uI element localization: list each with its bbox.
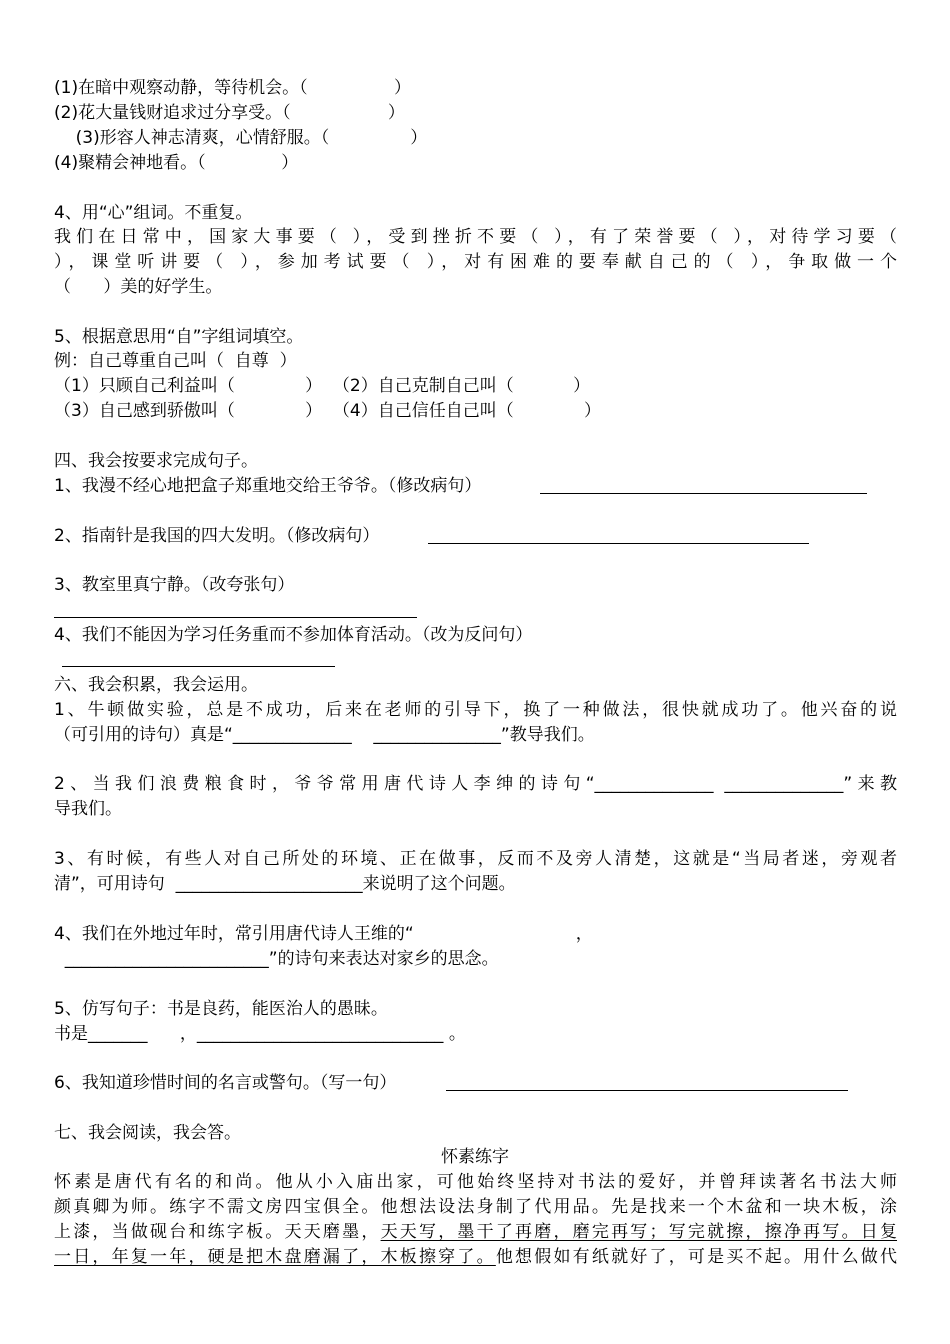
sec6-q3-line-2: 清”，可用诗句 ______________________来说明了这个问题。 [54,874,516,894]
story-line-4 [54,1245,897,1269]
section-4-title: 四、我会按要求完成句子。 [54,451,258,471]
q5-title: 5、根据意思用“自”字组词填空。 [54,327,304,347]
section-7-title: 七、我会阅读，我会答。 [54,1123,241,1143]
sec4-sentence-3: 3、教室里真宁静。（改夸张句） [54,575,295,595]
story-line-4-underlined: 一日，年复一年，硬是把木盘磨漏了，木板擦穿了。 [54,1247,496,1267]
answer-line-3[interactable] [54,617,417,618]
sec6-q1-line-2: （可引用的诗句）真是“______________ _______________”教导我们。 [54,725,595,745]
q4-title: 4、用“心”组词。不重复。 [54,203,253,223]
sec6-q5-line-2: 书是_______ ，_____________________________ 。 [54,1024,466,1044]
answer-line-4[interactable] [62,666,335,667]
section-6-title: 六、我会积累，我会运用。 [54,675,258,695]
story-line-2: 颜真卿为师。练字不需文房四宝俱全。他想法设法身制了代用品。先是找来一个木盆和一块木板，涂 [54,1197,897,1217]
answer-line-1[interactable] [540,493,867,494]
q3-item-4: (4)聚精会神地看。（ ） [54,153,299,173]
q4-line-2: ），课堂听讲要（ ），参加考试要（ ），对有困难的要奉献自己的（ ），争取做一个 [54,252,897,272]
q5-row-2: （3）自己感到骄傲叫（ ） （4）自己信任自己叫（ ） [54,401,601,421]
sec6-q2-line-2: 导我们。 [54,799,122,819]
q4-line-3: （ ）美的好学生。 [54,277,223,297]
answer-line-2[interactable] [428,543,809,544]
story-line-3 [54,1220,897,1244]
story-line-3-plain: 上漆，当做砚台和练字板。天天磨墨， [54,1222,381,1242]
story-line-3-underlined: 天天写，墨干了再磨，磨完再写；写完就擦，擦净再写。日复 [380,1222,898,1242]
sec6-q4-line-1: 4、我们在外地过年时，常引用唐代诗人王维的“ ， [54,924,593,944]
sec6-q6: 6、我知道珍惜时间的名言或警句。（写一句） [54,1073,397,1093]
q3-item-2: (2)花大量钱财追求过分享受。（ ） [54,103,405,123]
sec6-q4-line-2: ________________________”的诗句来表达对家乡的思念。 [54,949,499,969]
sec4-sentence-2: 2、指南针是我国的四大发明。（修改病句） [54,526,380,546]
sec6-q5-line-1: 5、仿写句子：书是良药，能医治人的愚昧。 [54,999,388,1019]
q5-example: 例：自己尊重自己叫（ 自尊 ） [54,351,297,371]
sec4-sentence-4: 4、我们不能因为学习任务重而不参加体育活动。（改为反问句） [54,625,533,645]
q4-line-1: 我们在日常中，国家大事要（ ），受到挫折不要（ ），有了荣誉要（ ），对待学习要（ [54,227,897,247]
story-title: 怀素练字 [441,1147,509,1167]
sec6-q2-line-1: 2、当我们浪费粮食时，爷爷常用唐代诗人李绅的诗句“______________ ______________”来教 [54,774,897,794]
q5-row-1: （1）只顾自己利益叫（ ） （2）自己克制自己叫（ ） [54,376,591,396]
sec6-q3-line-1: 3、有时候，有些人对自己所处的环境、正在做事，反而不及旁人清楚，这就是“当局者迷，旁观者 [54,849,897,869]
story-line-1: 怀素是唐代有名的和尚。他从小入庙出家，可他始终坚持对书法的爱好，并曾拜读著名书法大师 [54,1172,897,1192]
q3-item-3: (3)形容人神志清爽，心情舒服。（ ） [54,128,428,148]
q3-item-1: (1)在暗中观察动静，等待机会。（ ） [54,78,412,98]
sec4-sentence-1: 1、我漫不经心地把盒子郑重地交给王爷爷。（修改病句） [54,476,482,496]
sec6-q1-line-1: 1、牛顿做实验，总是不成功，后来在老师的引导下，换了一种做法，很快就成功了。他兴奋的说 [54,700,897,720]
story-line-4-plain: 他想假如有纸就好了，可是买不起。用什么做代 [495,1247,898,1267]
answer-line-q6[interactable] [446,1090,848,1091]
